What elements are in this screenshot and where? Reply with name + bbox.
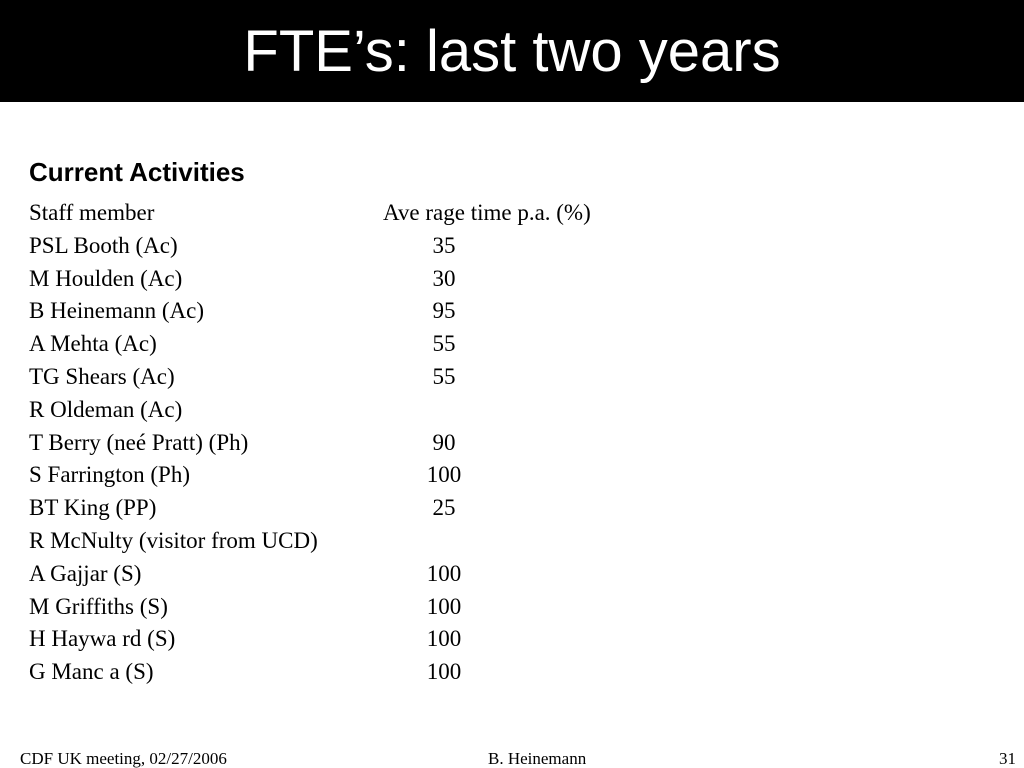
table-row [29,623,729,656]
table-row [29,328,729,361]
staff-name: S Farrington (Ph) [29,462,190,488]
average-time-value: 100 [426,462,462,488]
table-row [29,361,729,394]
average-time-value: 100 [426,659,462,685]
table-row [29,656,729,689]
average-time-value: 90 [432,429,456,455]
average-time-value: 55 [432,363,456,389]
staff-name: T Berry (neé Pratt) (Ph) [29,429,249,455]
slide-title: FTE’s: last two years [243,19,781,84]
table-row [29,394,729,427]
average-time-value: 30 [432,265,456,291]
average-time-value: 55 [432,331,456,357]
average-time-value: 35 [432,232,456,258]
table-row [29,230,729,263]
table-row [29,591,729,624]
staff-name: R McNulty (visitor from UCD) [29,527,318,553]
staff-name: H Haywa rd (S) [29,626,176,652]
staff-name: BT King (PP) [29,495,157,521]
title-bar [0,0,1024,102]
section-heading: Current Activities [29,157,245,187]
table-row [29,263,729,296]
staff-name: M Griffiths (S) [29,593,168,619]
staff-name: A Gajjar (S) [29,560,142,586]
average-time-value: 100 [426,593,462,619]
table-body [29,230,729,689]
table-row [29,492,729,525]
table-row [29,427,729,460]
table-row [29,525,729,558]
staff-name: TG Shears (Ac) [29,363,175,389]
footer-page-number: 31 [999,749,1016,768]
table-row [29,558,729,591]
staff-name: PSL Booth (Ac) [29,232,178,258]
staff-table [29,197,729,689]
table-row [29,295,729,328]
table-header-row [29,197,729,230]
staff-name: M Houlden (Ac) [29,265,183,291]
average-time-value: 100 [426,560,462,586]
table-row [29,459,729,492]
footer-meeting: CDF UK meeting, 02/27/2006 [20,749,227,768]
average-time-value: 25 [432,495,456,521]
staff-name: G Manc a (S) [29,659,154,685]
staff-name: B Heinemann (Ac) [29,298,204,324]
footer-author: B. Heinemann [488,749,587,768]
header-staff-member: Staff member [29,200,155,225]
average-time-value: 100 [426,626,462,652]
staff-name: R Oldeman (Ac) [29,396,183,422]
header-average-time: Ave rage time p.a. (%) [383,200,591,225]
average-time-value: 95 [432,298,456,324]
staff-name: A Mehta (Ac) [29,331,157,357]
